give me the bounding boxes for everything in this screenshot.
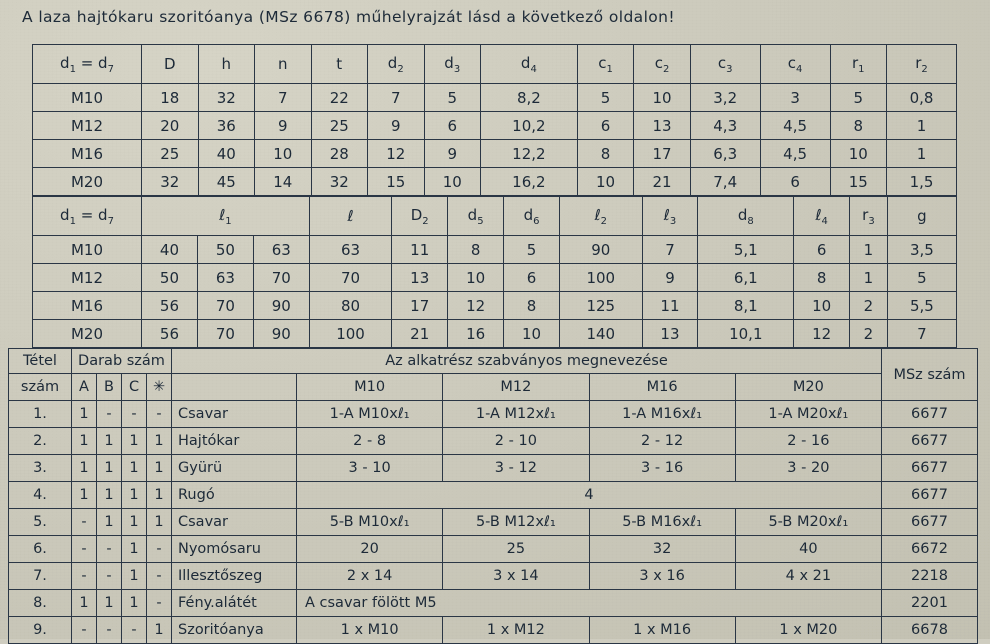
table2-header-cell: ℓ$_3$ [642,197,698,236]
table1-cell: 3,2 [690,84,760,112]
table2-header-cell: $d_1 = d_7$ [33,197,142,236]
table3-header-row-2 [9,374,978,401]
cell-msz: 2218 [882,563,978,590]
table3-header-row-1 [9,349,978,374]
qty-b: 1 [97,428,122,455]
table2-cell: M10 [33,236,142,264]
table2-cell: 3,5 [887,236,956,264]
table1-header-cell: h [198,45,255,84]
table1-body [33,45,957,196]
cell-m10: 20 [297,536,443,563]
table1-cell: 3 [760,84,830,112]
table1-cell: 6 [577,112,634,140]
cell-m12: 25 [443,536,589,563]
cell-m10: 5-B M10xℓ₁ [297,509,443,536]
qty-star: 1 [147,428,172,455]
table1-cell: 5 [830,84,887,112]
table1-cell: 10 [577,168,634,196]
table2-cell: 50 [197,236,253,264]
table2-header-cell: $D_2$ [392,197,448,236]
table2-cell: M12 [33,264,142,292]
table2-cell: 5,5 [887,292,956,320]
darab-col-star: ✳ [147,374,172,401]
row-number: 8. [9,590,72,617]
table1-cell: 1 [887,112,957,140]
table1-cell: 7 [368,84,425,112]
qty-star: - [147,590,172,617]
part-name: Gyürü [172,455,297,482]
megnevezes-header: Az alkatrész szabványos megnevezése [172,349,882,374]
cell-m16: 32 [589,536,735,563]
msz-header: MSz szám [882,349,978,401]
qty-b: 1 [97,590,122,617]
table2-cell: 11 [642,292,698,320]
cell-m10: 2 x 14 [297,563,443,590]
table1-cell: 1,5 [887,168,957,196]
qty-a: - [72,536,97,563]
table1-cell: 6,3 [690,140,760,168]
table-row [33,292,957,320]
table2-cell: 5 [504,236,560,264]
table-row [9,536,978,563]
table1-cell: 40 [198,140,255,168]
cell-m10: 2 - 8 [297,428,443,455]
table1-cell: M20 [33,168,142,196]
table1-header-cell: n [255,45,312,84]
parts-list-table [8,348,978,644]
table2-header-cell: ℓ$_1$ [142,197,310,236]
table2-cell: 10,1 [698,320,794,348]
cell-m16: 3 x 16 [589,563,735,590]
table1-cell: 32 [198,84,255,112]
cell-m10: 3 - 10 [297,455,443,482]
qty-a: 1 [72,482,97,509]
table1-cell: 13 [634,112,691,140]
table2-cell: 13 [642,320,698,348]
table2-cell: 8 [504,292,560,320]
table2-cell: 12 [794,320,850,348]
cell-m20: 40 [735,536,881,563]
table2-cell: 100 [309,320,391,348]
table3-body [9,349,978,644]
qty-c: 1 [122,590,147,617]
table1-cell: 4,5 [760,140,830,168]
table2-body [33,197,957,348]
qty-a: 1 [72,455,97,482]
table1-cell: 15 [368,168,425,196]
darab-col-a: A [72,374,97,401]
table2-cell: M16 [33,292,142,320]
table1-header-cell: $d_3$ [424,45,481,84]
qty-star: - [147,563,172,590]
qty-star: - [147,536,172,563]
row-number: 5. [9,509,72,536]
tetel-header: Tétel [9,349,72,374]
table1-cell: 10 [830,140,887,168]
cell-m12: 1-A M12xℓ₁ [443,401,589,428]
table2-cell: 100 [560,264,642,292]
qty-a: - [72,563,97,590]
size-header-m20: M20 [735,374,881,401]
table1-cell: 9 [368,112,425,140]
table1-cell: 0,8 [887,84,957,112]
table2-header-cell: $d_6$ [504,197,560,236]
part-name: Hajtókar [172,428,297,455]
cell-m12: 3 x 14 [443,563,589,590]
table2-cell: 13 [392,264,448,292]
table2-cell: 70 [253,264,309,292]
qty-b: 1 [97,455,122,482]
table2-header-cell: ℓ$_4$ [794,197,850,236]
table1-header-cell: $d_2$ [368,45,425,84]
table-row [9,509,978,536]
table1-cell: 4,5 [760,112,830,140]
table2-cell: 125 [560,292,642,320]
cell-m20: 4 x 21 [735,563,881,590]
table2-header-cell: ℓ [309,197,391,236]
darab-header: Darab szám [72,349,172,374]
row-number: 7. [9,563,72,590]
cell-msz: 6677 [882,428,978,455]
table-row [33,140,957,168]
cell-msz: 6678 [882,617,978,644]
table2-header-row [33,197,957,236]
table2-cell: 56 [142,292,198,320]
row-number: 9. [9,617,72,644]
table2-cell: 5,1 [698,236,794,264]
darab-col-b: B [97,374,122,401]
table1-cell: 12 [368,140,425,168]
table1-cell: 8 [577,140,634,168]
table1-header-cell: $c_1$ [577,45,634,84]
cell-m12: 3 - 12 [443,455,589,482]
qty-star: 1 [147,482,172,509]
table1-header-cell: $c_4$ [760,45,830,84]
table1-cell: 15 [830,168,887,196]
table2-cell: 12 [448,292,504,320]
cell-m12: 1 x M12 [443,617,589,644]
table-row [33,168,957,196]
table1-cell: 10 [424,168,481,196]
part-name: Fény.alátét [172,590,297,617]
table1-cell: 6 [760,168,830,196]
table1-cell: 25 [142,140,199,168]
size-header-m10: M10 [297,374,443,401]
part-name: Szoritóanya [172,617,297,644]
cell-msz: 6677 [882,401,978,428]
qty-a: 1 [72,401,97,428]
row-number: 6. [9,536,72,563]
table2-cell: 6 [504,264,560,292]
table2-cell: 80 [309,292,391,320]
qty-star: 1 [147,509,172,536]
dimension-table-1 [32,44,957,196]
table2-cell: 8 [794,264,850,292]
table1-cell: 18 [142,84,199,112]
table2-cell: 1 [850,264,888,292]
table1-header-cell: D [142,45,199,84]
qty-a: 1 [72,428,97,455]
table1-cell: M16 [33,140,142,168]
table2-cell: 7 [887,320,956,348]
qty-star: 1 [147,617,172,644]
table1-cell: 7,4 [690,168,760,196]
table-row [9,482,978,509]
qty-c: - [122,617,147,644]
table1-header-row [33,45,957,84]
table2-cell: 70 [197,320,253,348]
table1-cell: 7 [255,84,312,112]
table1-header-cell: $c_3$ [690,45,760,84]
table2-cell: 63 [253,236,309,264]
table1-cell: 36 [198,112,255,140]
table1-header-cell: t [311,45,368,84]
part-name: Rugó [172,482,297,509]
table1-cell: 22 [311,84,368,112]
table2-cell: 10 [448,264,504,292]
part-name: Csavar [172,401,297,428]
cell-m20: 5-B M20xℓ₁ [735,509,881,536]
cell-msz: 6677 [882,482,978,509]
table1-cell: 16,2 [481,168,578,196]
page-headline: A laza hajtókaru szoritóanya (MSz 6678) műhelyrajzát lásd a következő oldalon! [22,8,676,26]
cell-m16: 5-B M16xℓ₁ [589,509,735,536]
table1-cell: 17 [634,140,691,168]
qty-c: 1 [122,482,147,509]
qty-a: - [72,509,97,536]
table1-cell: 12,2 [481,140,578,168]
table1-cell: 6 [424,112,481,140]
qty-b: - [97,563,122,590]
qty-c: 1 [122,509,147,536]
table-row [33,84,957,112]
cell-m12: 5-B M12xℓ₁ [443,509,589,536]
table2-cell: 10 [504,320,560,348]
table1-cell: 8 [830,112,887,140]
qty-b: - [97,401,122,428]
table2-cell: 70 [197,292,253,320]
table2-cell: 7 [642,236,698,264]
table1-cell: 45 [198,168,255,196]
table2-cell: 63 [197,264,253,292]
table2-cell: 1 [850,236,888,264]
cell-m20: 2 - 16 [735,428,881,455]
table-row [9,617,978,644]
table2-cell: 11 [392,236,448,264]
cell-msz: 6677 [882,509,978,536]
cell-m16: 2 - 12 [589,428,735,455]
table1-cell: 9 [424,140,481,168]
part-name-header [172,374,297,401]
table1-header-cell: $r_2$ [887,45,957,84]
szam-header: szám [9,374,72,401]
table1-header-cell: $r_1$ [830,45,887,84]
table2-cell: 50 [142,264,198,292]
cell-m16: 1-A M16xℓ₁ [589,401,735,428]
table-row [33,236,957,264]
cell-m20: 1 x M20 [735,617,881,644]
qty-b: - [97,617,122,644]
table2-cell: 6,1 [698,264,794,292]
table2-header-cell: $r_3$ [850,197,888,236]
cell-m20: 1-A M20xℓ₁ [735,401,881,428]
table1-cell: 20 [142,112,199,140]
qty-star: - [147,401,172,428]
cell-msz: 2201 [882,590,978,617]
table1-cell: 32 [142,168,199,196]
table2-header-cell: $d_5$ [448,197,504,236]
table2-cell: 2 [850,292,888,320]
cell-m10: 1-A M10xℓ₁ [297,401,443,428]
table1-cell: 5 [577,84,634,112]
table1-cell: 25 [311,112,368,140]
table1-header-cell: $d_4$ [481,45,578,84]
table1-cell: M10 [33,84,142,112]
table-row [33,112,957,140]
table-row [33,320,957,348]
row-number: 2. [9,428,72,455]
table2-cell: 16 [448,320,504,348]
table-row [9,563,978,590]
table-row [9,455,978,482]
part-name: Illesztőszeg [172,563,297,590]
qty-b: 1 [97,509,122,536]
table-row [9,401,978,428]
qty-star: 1 [147,455,172,482]
cell-merged: A csavar fölött M5 [297,590,882,617]
table2-cell: 90 [560,236,642,264]
table1-cell: 32 [311,168,368,196]
table1-cell: 9 [255,112,312,140]
table1-cell: 10,2 [481,112,578,140]
size-header-m12: M12 [443,374,589,401]
cell-m20: 3 - 20 [735,455,881,482]
table1-cell: 10 [255,140,312,168]
qty-a: 1 [72,590,97,617]
row-number: 3. [9,455,72,482]
cell-m12: 2 - 10 [443,428,589,455]
part-name: Nyomósaru [172,536,297,563]
qty-a: - [72,617,97,644]
table2-cell: 70 [309,264,391,292]
table2-cell: 5 [887,264,956,292]
table1-cell: 4,3 [690,112,760,140]
cell-m16: 3 - 16 [589,455,735,482]
table1-cell: 5 [424,84,481,112]
table2-cell: 21 [392,320,448,348]
table2-cell: 10 [794,292,850,320]
table2-cell: 9 [642,264,698,292]
cell-msz: 6672 [882,536,978,563]
table1-cell: M12 [33,112,142,140]
table2-cell: 90 [253,292,309,320]
darab-col-c: C [122,374,147,401]
table2-cell: 63 [309,236,391,264]
dimension-table-2 [32,196,957,348]
table2-cell: 2 [850,320,888,348]
table2-header-cell: $d_8$ [698,197,794,236]
qty-c: 1 [122,563,147,590]
table1-cell: 1 [887,140,957,168]
table2-cell: 8 [448,236,504,264]
size-header-m16: M16 [589,374,735,401]
table1-header-cell: $d_1 = d_7$ [33,45,142,84]
qty-c: 1 [122,455,147,482]
table1-cell: 8,2 [481,84,578,112]
table-row [33,264,957,292]
table1-cell: 28 [311,140,368,168]
table1-cell: 10 [634,84,691,112]
row-number: 1. [9,401,72,428]
table2-cell: 6 [794,236,850,264]
table1-header-cell: $c_2$ [634,45,691,84]
table2-cell: 56 [142,320,198,348]
table1-cell: 14 [255,168,312,196]
cell-msz: 6677 [882,455,978,482]
qty-c: - [122,401,147,428]
cell-m16: 1 x M16 [589,617,735,644]
cell-m10: 1 x M10 [297,617,443,644]
table1-cell: 21 [634,168,691,196]
table2-cell: 8,1 [698,292,794,320]
table2-cell: 17 [392,292,448,320]
qty-b: 1 [97,482,122,509]
cell-merged: 4 [297,482,882,509]
qty-b: - [97,536,122,563]
table-row [9,590,978,617]
qty-c: 1 [122,536,147,563]
table2-cell: M20 [33,320,142,348]
table2-cell: 140 [560,320,642,348]
table2-header-cell: g [887,197,956,236]
qty-c: 1 [122,428,147,455]
table-row [9,428,978,455]
part-name: Csavar [172,509,297,536]
table2-cell: 40 [142,236,198,264]
row-number: 4. [9,482,72,509]
table2-header-cell: ℓ$_2$ [560,197,642,236]
table2-cell: 90 [253,320,309,348]
